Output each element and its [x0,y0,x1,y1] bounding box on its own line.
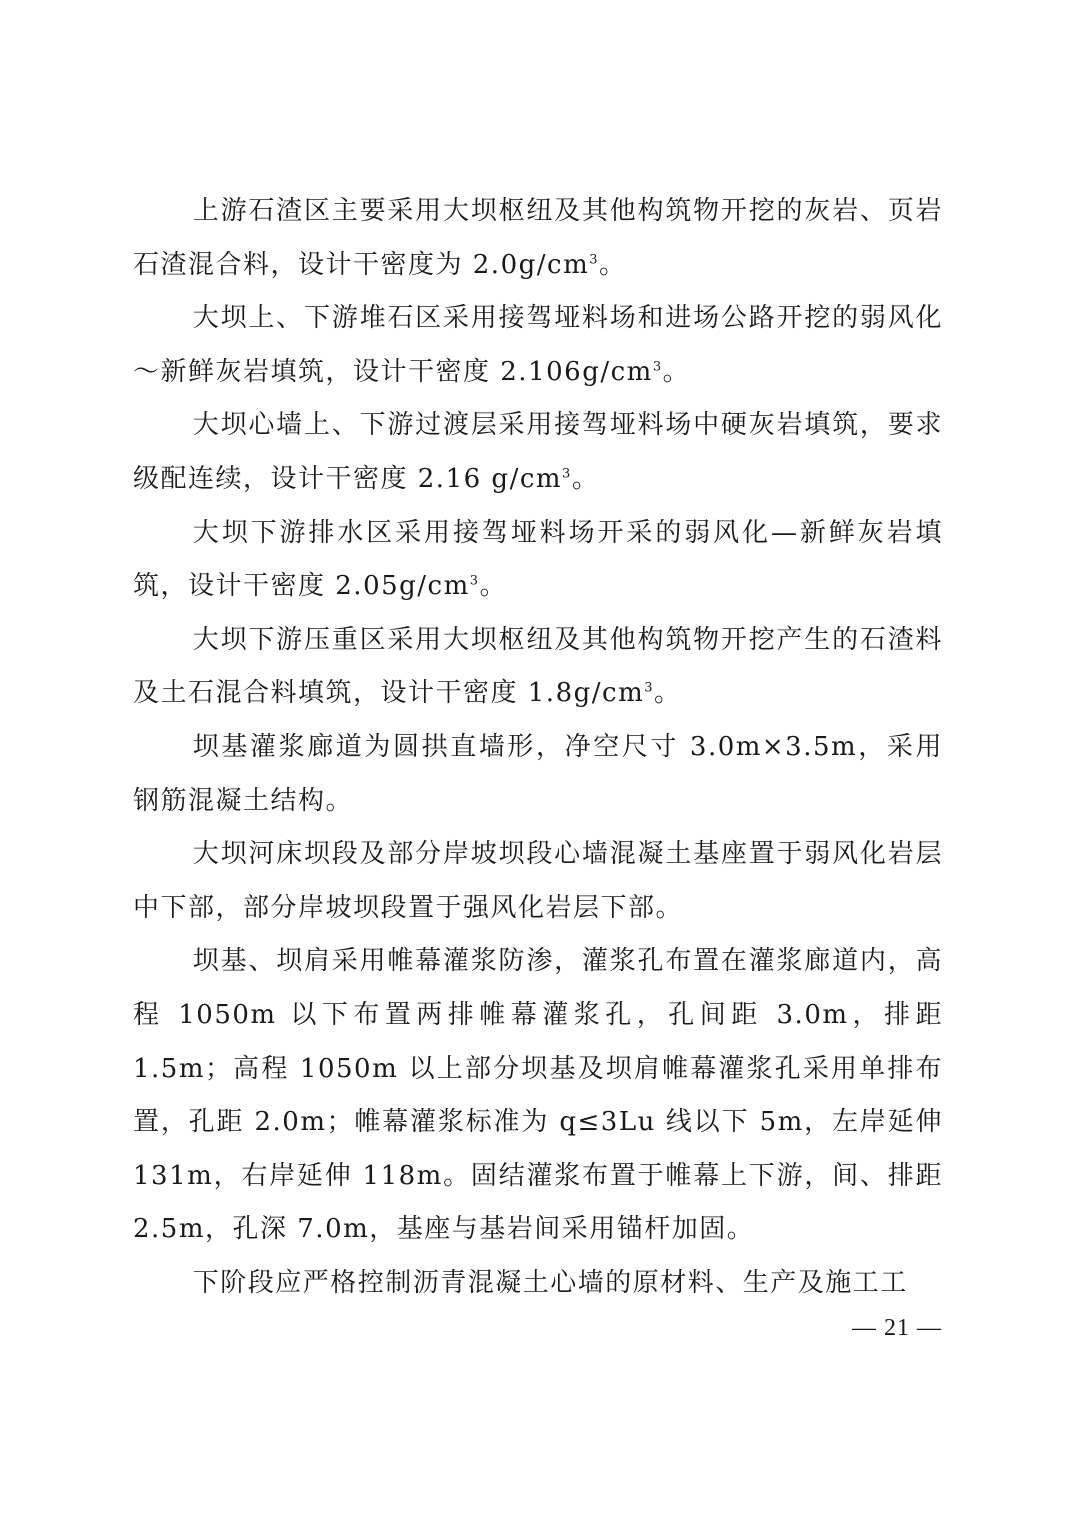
paragraph-drainage-zone: 大坝下游排水区采用接驾垭料场开采的弱风化—新鲜灰岩填筑，设计干密度 $2.05g/cm^3$。 [133,517,943,602]
paragraph-grouting-gallery: 坝基灌浆廊道为圆拱直墙形，净空尺寸 3.0m×3.5m，采用钢筋混凝土结构。 [133,731,943,816]
paragraph-weight-zone: 大坝下游压重区采用大坝枢纽及其他构筑物开挖产生的石渣料及土石混合料填筑，设计干密度 $1.8g/cm^3$。 [133,624,943,709]
paragraph-transition-layer: 大坝心墙上、下游过渡层采用接驾垭料场中硬灰岩填筑，要求级配连续，设计干密度 2.16 $g/cm^3$。 [133,410,943,494]
body-text [133,185,943,1310]
paragraph-upstream-slag-zone: 上游石渣区主要采用大坝枢纽及其他构筑物开挖的灰岩、页岩石渣混合料，设计干密度为 $2.0g/cm^3$。 [133,196,943,280]
paragraph-rockfill-zone: 大坝上、下游堆石区采用接驾垭料场和进场公路开挖的弱风化～新鲜灰岩填筑，设计干密度 $2.106g/cm^3$。 [133,303,943,387]
paragraph-core-wall-base: 大坝河床坝段及部分岸坡坝段心墙混凝土基座置于弱风化岩层中下部，部分岸坡坝段置于强风化岩层下部。 [133,839,943,923]
paragraph-curtain-grouting: 坝基、坝肩采用帷幕灌浆防渗，灌浆孔布置在灌浆廊道内，高程 1050m 以下布置两排帷幕灌浆孔，孔间距 3.0m，排距 1.5m；高程 1050m 以上部分坝基及坝肩帷幕灌浆孔采用单排布置，孔距 2.0m；帷幕灌浆标准为 q≤3Lu 线以下 5m，左岸延伸 131m，右岸延伸 118m。固结灌浆布置于帷幕上下游，间、排距 2.5m，孔深 7.0m，基座与基岩间采用锚杆加固。 [133,946,943,1245]
paragraph-next-stage: 下阶段应严格控制沥青混凝土心墙的原材料、生产及施工工 [192,1267,908,1298]
page-number: — 21 — [852,1315,942,1341]
